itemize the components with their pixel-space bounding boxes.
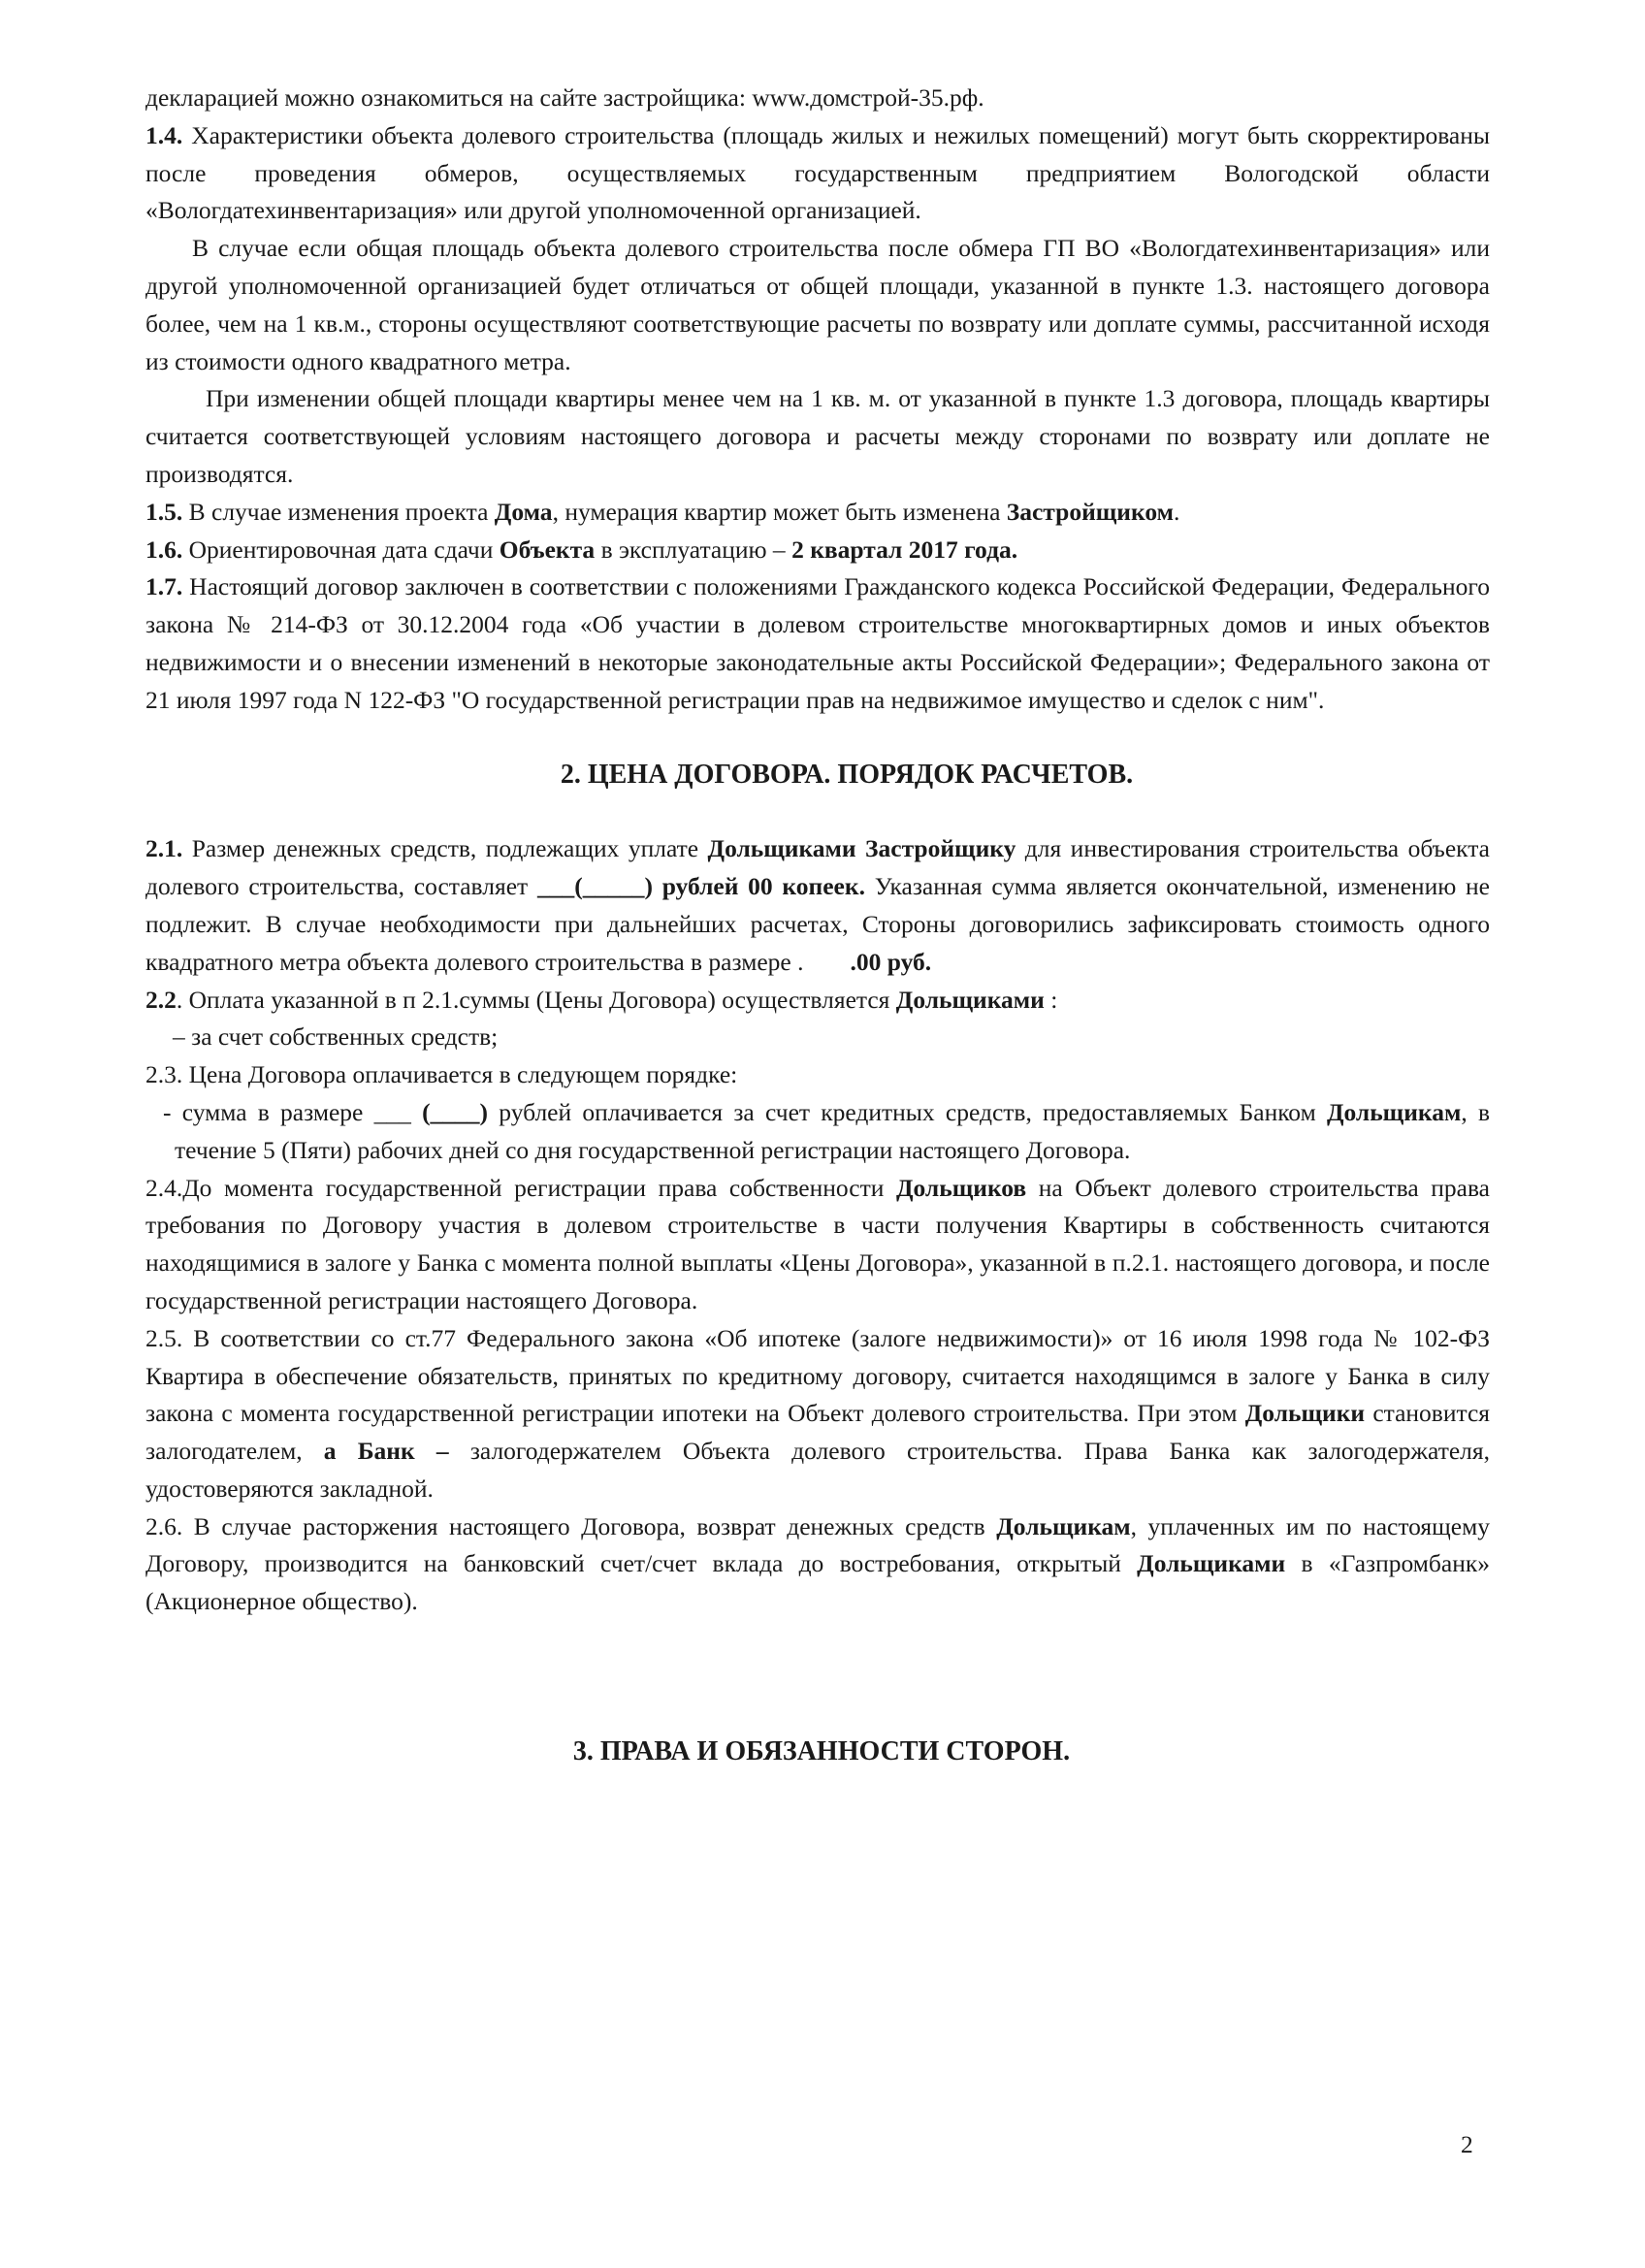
- clause-2-1: [145, 830, 1490, 981]
- clause-text: 2.3. Цена Договора оплачивается в следующем порядке:: [145, 1060, 738, 1089]
- bold-term: Застройщиком: [1006, 497, 1174, 526]
- clause-text: Характеристики объекта долевого строительства (площадь жилых и нежилых помещений) могут быть скорректированы после проведения обмеров, осуществляемых государственным предприятием Вологодской области «Вологдатехинвентаризация» или другой уполномоченной организацией.: [145, 120, 1490, 225]
- section-2-heading: 2. ЦЕНА ДОГОВОРА. ПОРЯДОК РАСЧЕТОВ.: [560, 759, 1134, 790]
- clause-text: :: [1044, 985, 1058, 1014]
- section-3-heading: 3. ПРАВА И ОБЯЗАННОСТИ СТОРОН.: [572, 1736, 1071, 1767]
- bold-term: Дольщики: [1244, 1399, 1366, 1428]
- clause-1-6: [145, 532, 1490, 569]
- clause-text: на Объект долевого строительства права требования по Договору участия в долевом строительстве в части получения Квартиры в собственность считаются находящимися в залоге у Банка с момента полной выплаты «Цены Договора», указанной в п.2.1. настоящего договора, и после государственной регистрации настоящего Договора.: [145, 1173, 1490, 1314]
- clause-1-4: [145, 117, 1490, 230]
- clause-text: В случае если общая площадь объекта долевого строительства после обмера ГП ВО «Вологдатехинвентаризация» или другой уполномоченной организацией будет отличаться от общей площади, указанной в пункте 1.3. настоящего договора более, чем на 1 кв.м., стороны осуществляют соответствующие расчеты по возврату или доплате суммы, рассчитанной исходя из стоимости одного квадратного метра.: [145, 234, 1490, 375]
- clause-text: в эксплуатацию –: [595, 535, 792, 564]
- bold-term: Объекта: [499, 535, 596, 564]
- bold-term: Дольщиками: [895, 985, 1045, 1014]
- bold-term: Дольщикам: [1326, 1097, 1462, 1126]
- clause-text: Настоящий договор заключен в соответствии с положениями Гражданского кодекса Российской Федерации, Федерального закона № 214-ФЗ от 30.12.2004 года «Об участии в долевом строительстве многоквартирных домов и иных объектов недвижимости и о внесении изменений в некоторые законодательные акты Российской Федерации»; Федерального закона от 21 июля 1997 года N 122-ФЗ "О государственной регистрации прав на недвижимое имущество и сделок с ним".: [145, 572, 1490, 714]
- clause-text: , уплаченных им по настоящему Договору, производится на банковский счет/счет вклада до востребования, открытый: [145, 1511, 1490, 1578]
- clause-1-7: [145, 568, 1490, 719]
- clause-text: 2.6. В случае расторжения настоящего Договора, возврат денежных средств: [145, 1511, 997, 1540]
- clause-text: При изменении общей площади квартиры менее чем на 1 кв. м. от указанной в пункте 1.3 договора, площадь квартиры считается соответствующей условиям настоящего договора и расчеты между сторонами по возврату или доплате не производятся.: [145, 384, 1490, 488]
- clause-number: 2.2: [145, 985, 177, 1014]
- bold-term: Дольщикам: [996, 1511, 1131, 1540]
- bold-term: 2 квартал 2017 года.: [791, 535, 1018, 564]
- clause-1-4-small-difference: [145, 380, 1490, 493]
- clause-1-5: [145, 494, 1490, 532]
- clause-2-2: [145, 982, 1490, 1020]
- clause-number: 1.4.: [145, 120, 183, 149]
- clause-text: 2.5. В соответствии со ст.77 Федерального закона «Об ипотеке (залоге недвижимости)» от 16 июля 1998 года № 102-ФЗ Квартира в обеспечение обязательств, принятых по кредитному договору, считается находящимся в залоге у Банка в силу закона с момента государственной регистрации ипотеки на Объект долевого строительства. При этом: [145, 1323, 1490, 1428]
- clause-text: . Оплата указанной в п 2.1.суммы (Цены Договора) осуществляется: [176, 985, 896, 1014]
- price-per-meter: .00 руб.: [850, 947, 932, 976]
- clause-text: Указанная сумма является окончательной, изменению не подлежит. В случае необходимости при дальнейших расчетах, Стороны договорились зафиксировать стоимость одного квадратного метра объекта долевого строительства в размере .: [145, 872, 1490, 976]
- document-page: [145, 80, 1490, 1771]
- clause-2-5: [145, 1320, 1490, 1508]
- clause-2-4: [145, 1170, 1490, 1320]
- clause-text: становится залогодателем,: [145, 1399, 1490, 1466]
- clause-number: 1.7.: [145, 572, 183, 601]
- clause-2-6: [145, 1508, 1490, 1621]
- clause-1-4-area-difference: [145, 230, 1490, 380]
- clause-text: 2.4.До момента государственной регистрации права собственности: [145, 1173, 896, 1202]
- clause-2-2-own-funds: [145, 1019, 1490, 1056]
- clause-text: рублей оплачивается за счет кредитных средств, предоставляемых Банком: [488, 1097, 1327, 1126]
- list-item-text: – за счет собственных средств;: [173, 1022, 499, 1052]
- clause-number: 1.6.: [145, 535, 183, 564]
- clause-text: В случае изменения проекта: [182, 497, 495, 526]
- bold-term: Дольщиками: [1137, 1549, 1286, 1578]
- clause-text: в «Газпромбанк» (Акционерное общество).: [145, 1549, 1490, 1616]
- declaration-text: декларацией можно ознакомиться на сайте застройщика: www.домстрой-35.рф.: [145, 83, 984, 112]
- bold-term: Дольщиков: [895, 1173, 1027, 1202]
- clause-number: 1.5.: [145, 497, 183, 526]
- declaration-paragraph: [145, 80, 1490, 117]
- clause-text: для инвестирования строительства объекта долевого строительства, составляет: [145, 834, 1490, 901]
- clause-text: Ориентировочная дата сдачи: [182, 535, 500, 564]
- clause-text: - сумма в размере ___: [163, 1097, 423, 1126]
- clause-text: залогодержателем Объекта долевого строительства. Права Банка как залогодержателя, удостоверяются закладной.: [145, 1437, 1490, 1503]
- clause-2-3: [145, 1056, 1490, 1094]
- bold-term: а Банк –: [323, 1437, 449, 1466]
- clause-2-3-credit-funds: [145, 1094, 1490, 1170]
- clause-number: 2.1.: [145, 834, 183, 863]
- page-number: 2: [1461, 2130, 1473, 2158]
- bold-term: Дома: [494, 497, 553, 526]
- price-blank: ___(_____) рублей 00 копеек.: [536, 872, 865, 901]
- amount-blank: (____): [422, 1097, 489, 1126]
- clause-text: .: [1173, 497, 1180, 526]
- clause-text: Размер денежных средств, подлежащих уплате: [182, 834, 708, 863]
- clause-text: , в течение 5 (Пяти) рабочих дней со дня государственной регистрации настоящего Договора.: [175, 1097, 1490, 1164]
- bold-term: Дольщиками Застройщику: [707, 834, 1016, 863]
- clause-text: , нумерация квартир может быть изменена: [552, 497, 1007, 526]
